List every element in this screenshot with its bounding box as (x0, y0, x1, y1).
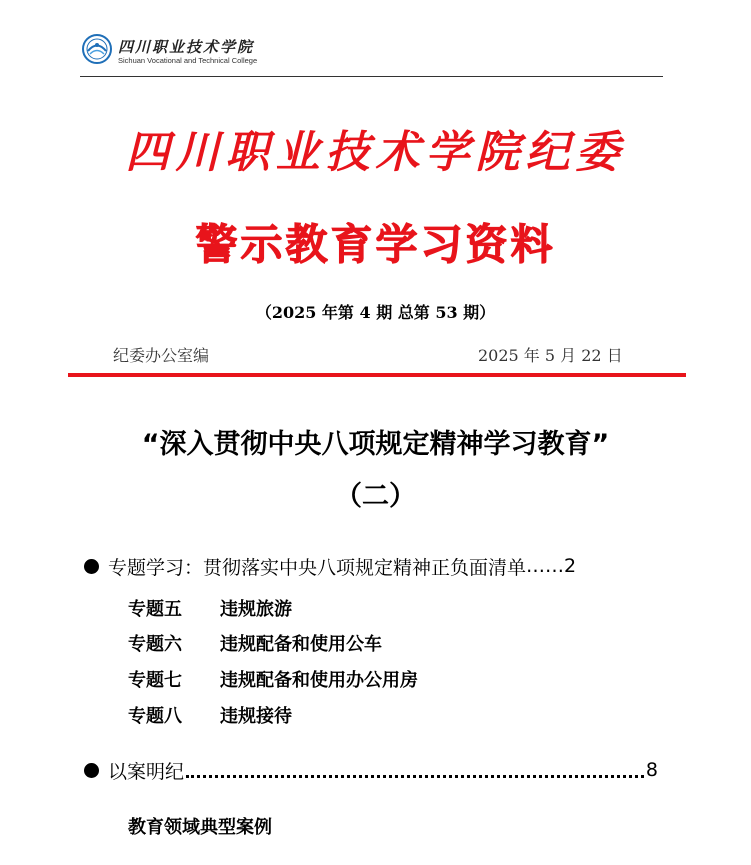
editor-label: 纪委办公室编 (113, 346, 210, 365)
topic-title: 教育领域典型案例 (128, 817, 272, 838)
college-name-en: Sichuan Vocational and Technical College (118, 56, 258, 65)
toc-subitem[interactable] (128, 630, 382, 656)
toc-subitem[interactable] (128, 813, 272, 839)
toc-page-number: 8 (645, 759, 658, 781)
document-subtitle: 警示教育学习资料 (195, 220, 556, 269)
toc-entry-label: 专题学习：贯彻落实中央八项规定精神正负面清单 (108, 556, 527, 579)
issue-number: （2025 年第 4 期 总第 53 期） (255, 303, 496, 322)
toc-entry-topic-study[interactable] (84, 553, 684, 579)
topic-title: 违规配备和使用公车 (220, 634, 382, 655)
toc-entry-case-study[interactable] (84, 757, 658, 783)
topic-number: 专题六 (128, 634, 182, 655)
toc-subitem[interactable] (128, 702, 292, 728)
bullet-icon (84, 763, 99, 778)
topic-number: 专题五 (128, 599, 182, 620)
toc-subitem[interactable] (128, 666, 418, 692)
section-heading-part: （二） (335, 481, 416, 512)
college-logo-icon (82, 34, 112, 64)
toc-entry-label: 以案明纪 (108, 760, 185, 783)
toc-leader (186, 763, 644, 778)
topic-title: 违规接待 (220, 706, 292, 727)
toc-leader: …… (526, 555, 565, 577)
topic-title: 违规配备和使用办公用房 (220, 670, 418, 691)
topic-title: 违规旅游 (220, 599, 292, 620)
document-title: 四川职业技术学院纪委 (125, 127, 626, 178)
toc-page-number: 2 (564, 555, 577, 577)
publish-date: 2025 年 5 月 22 日 (478, 346, 623, 365)
page-header (80, 30, 663, 77)
college-name-cn: 四川职业技术学院 (118, 38, 255, 56)
bullet-icon (84, 559, 99, 574)
topic-number: 专题八 (128, 706, 182, 727)
topic-number: 专题七 (128, 670, 182, 691)
section-heading: “深入贯彻中央八项规定精神学习教育” (141, 429, 610, 460)
toc-subitem[interactable] (128, 595, 292, 621)
red-divider (68, 373, 686, 377)
